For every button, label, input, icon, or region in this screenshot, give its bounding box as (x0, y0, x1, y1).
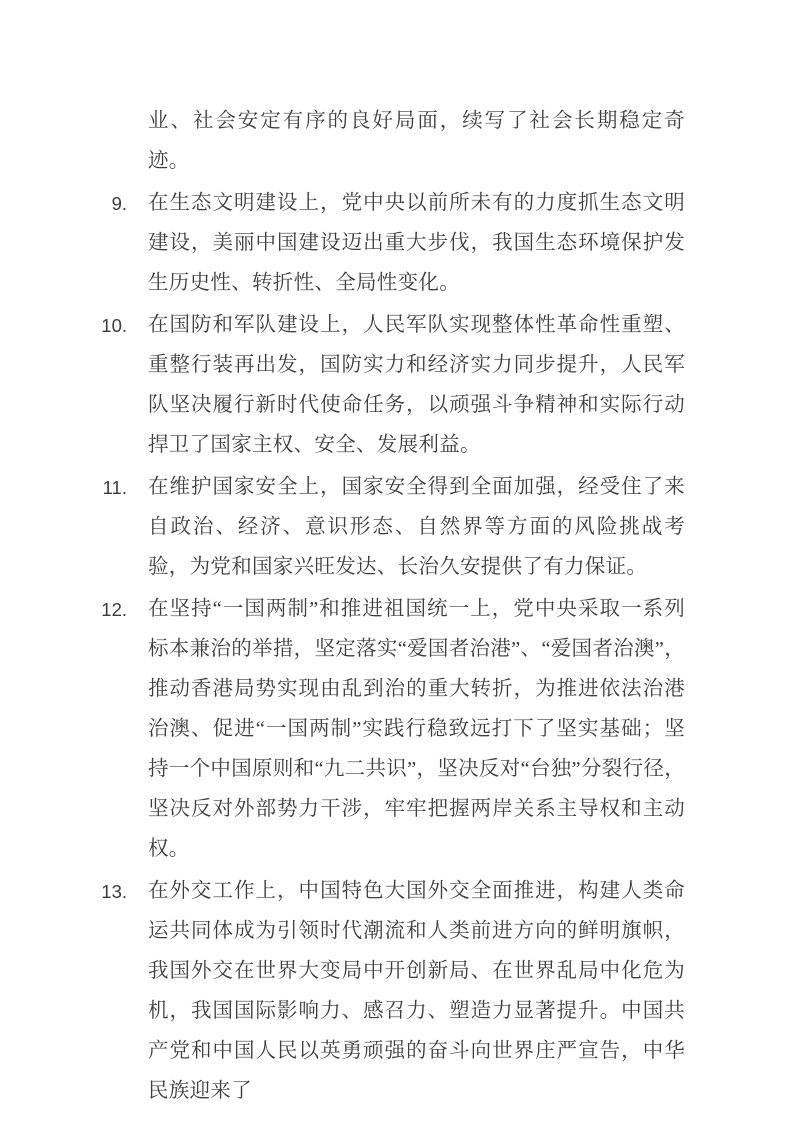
list-item-number: 12. (101, 599, 127, 620)
list-item-11 (102, 467, 685, 587)
document-content (101, 101, 685, 1111)
list-item-number: 11. (102, 477, 127, 498)
list-item-13 (101, 871, 685, 1111)
list-item-text: 在外交工作上，中国特色大国外交全面推进，构建人类命运共同体成为引领时代潮流和人类前进方向的鲜明旗帜，我国外交在世界大变局中开创新局、在世界乱局中化危为机，我国国际影响力、感召力、塑造力显著提升。中国共产党和中国人民以英勇顽强的奋斗向世界庄严宣告，中华民族迎来了 (148, 880, 685, 1102)
list-item-text: 在国防和军队建设上，人民军队实现整体性革命性重塑、重整行装再出发，国防实力和经济实力同步提升，人民军队坚决履行新时代使命任务，以顽强斗争精神和实际行动捍卫了国家主权、安全、发展利益。 (148, 314, 685, 456)
list-item-number: 9. (111, 193, 127, 214)
list-item-text: 在生态文明建设上，党中央以前所未有的力度抓生态文明建设，美丽中国建设迈出重大步伐，我国生态环境保护发生历史性、转折性、全局性变化。 (148, 192, 685, 294)
list-item-10 (101, 305, 685, 465)
list-item-9 (111, 183, 685, 303)
list-item-12 (101, 589, 685, 869)
paragraph-text: 业、社会安定有序的良好局面，续写了社会长期稳定奇迹。 (148, 110, 685, 172)
list-item-number: 13. (101, 881, 127, 902)
paragraph-8-continuation (148, 101, 685, 181)
list-item-text: 在坚持“一国两制”和推进祖国统一上，党中央采取一系列标本兼治的举措，坚定落实“爱国者治港”、“爱国者治澳”，推动香港局势实现由乱到治的重大转折，为推进依法治港治澳、促进“一国两制”实践行稳致远打下了坚实基础；坚持一个中国原则和“九二共识”，坚决反对“台独”分裂行径，坚决反对外部势力干涉，牢牢把握两岸关系主导权和主动权。 (148, 598, 685, 860)
list-item-number: 10. (101, 315, 127, 336)
list-item-text: 在维护国家安全上，国家安全得到全面加强，经受住了来自政治、经济、意识形态、自然界等方面的风险挑战考验，为党和国家兴旺发达、长治久安提供了有力保证。 (148, 476, 685, 578)
